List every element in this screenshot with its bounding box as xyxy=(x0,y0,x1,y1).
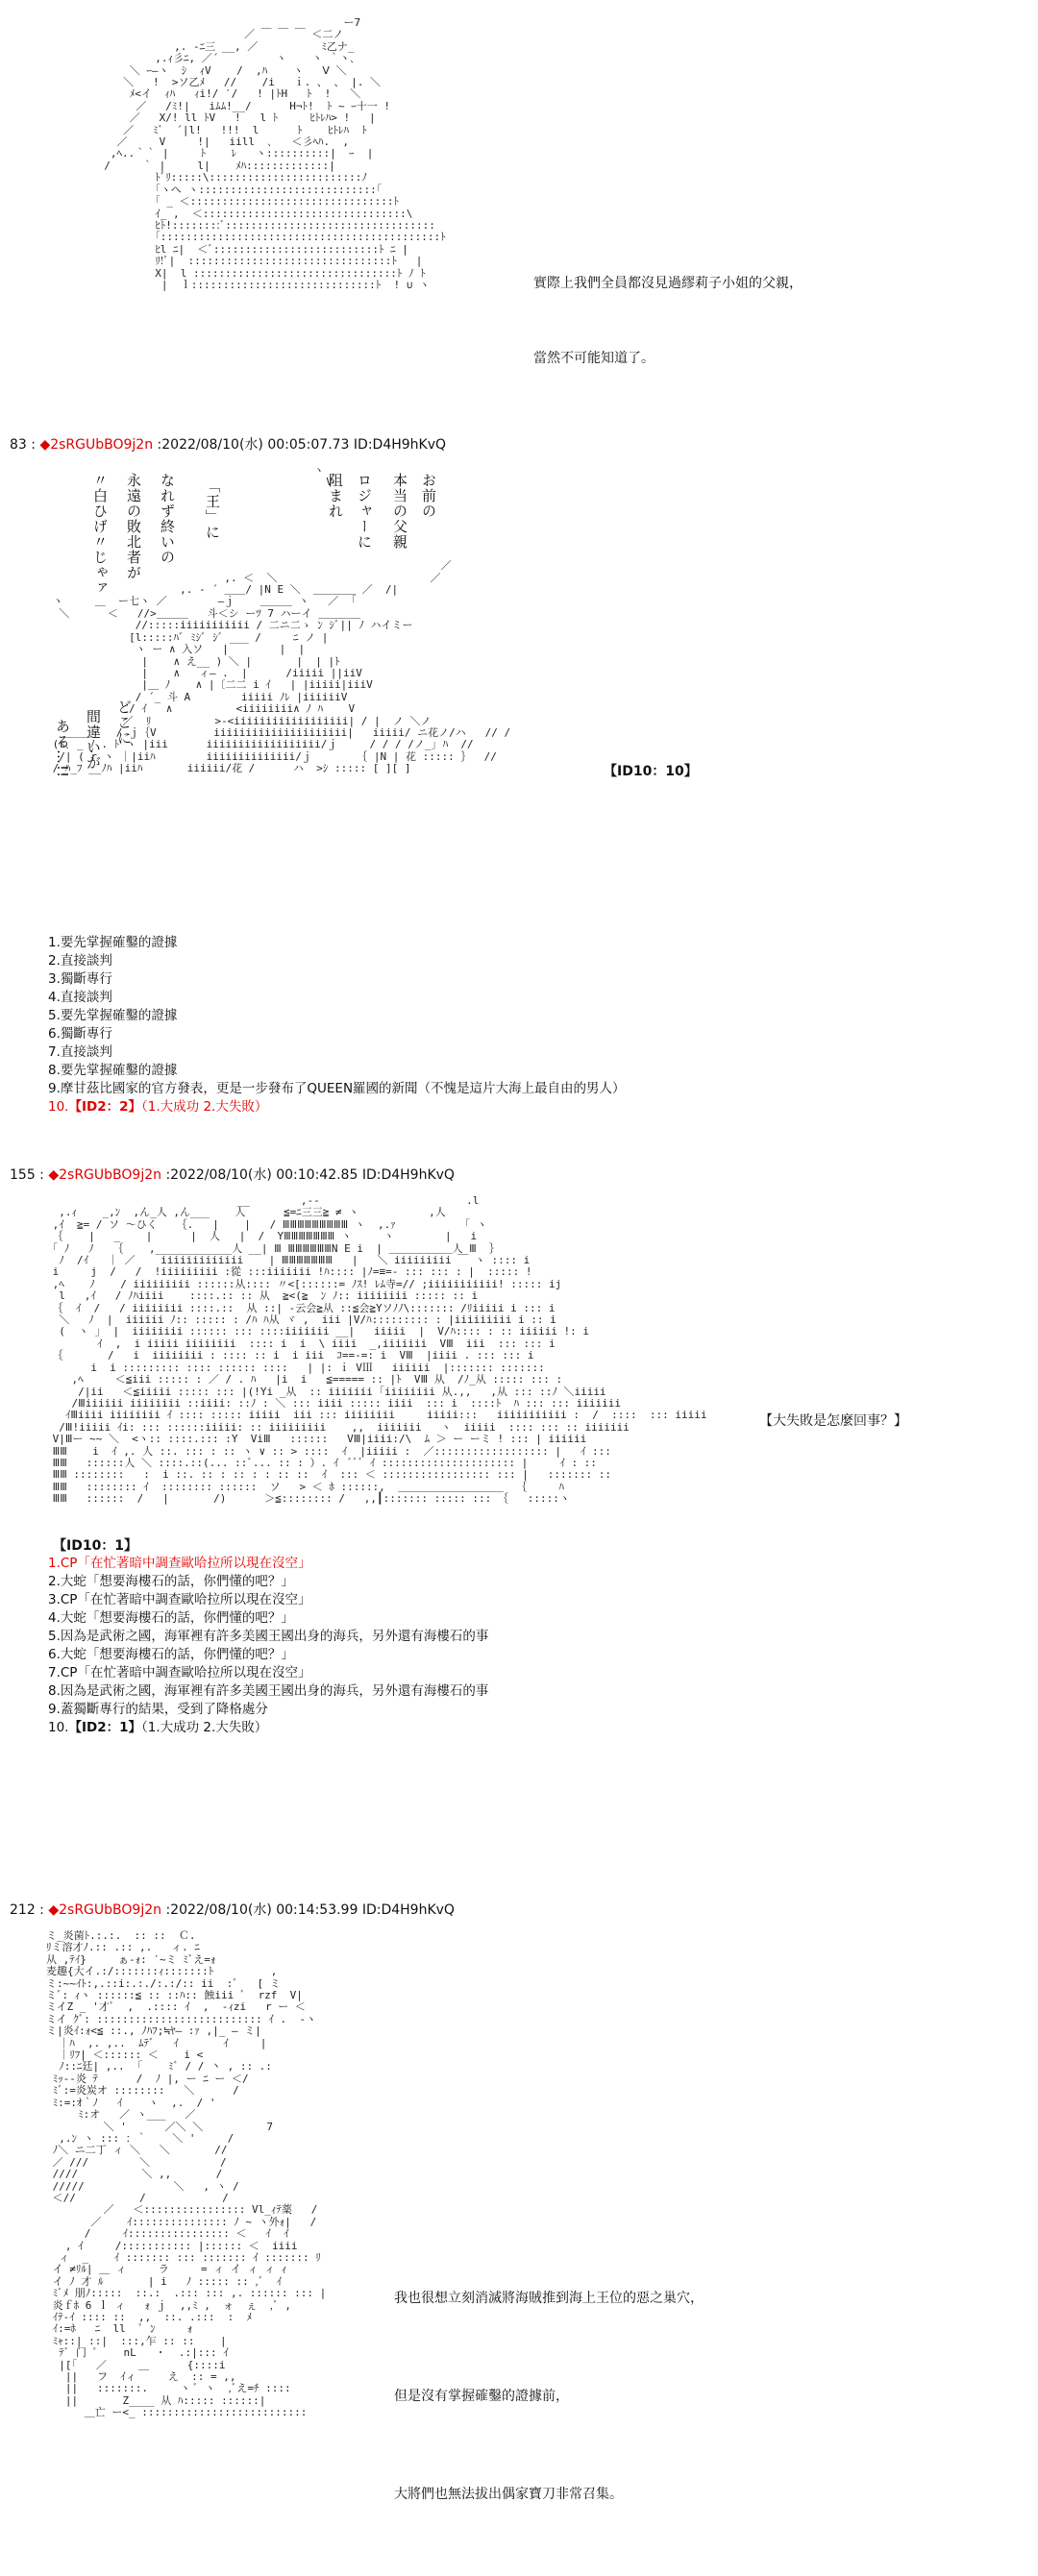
post-2 xyxy=(0,423,1038,1172)
trip-code[interactable]: 2sRGUbBO9j2n xyxy=(59,1902,161,1918)
list-item: 1.要先掌握確鑿的證據 xyxy=(48,935,178,950)
post-number: 83 : xyxy=(10,437,36,453)
list-item: 6.獨斷專行 xyxy=(48,1026,112,1042)
list-item: 2.大蛇「想要海樓石的話，你們懂的吧？」 xyxy=(48,1574,294,1589)
vertical-text: お前の xyxy=(420,473,437,519)
post-number: 212 : xyxy=(10,1902,44,1918)
list-item: 4.大蛇「想要海樓石的話，你們懂的吧？」 xyxy=(48,1610,294,1626)
ascii-art-3: __ ,-- .l ,.ｨ _,ﾝ ,ん_人 ,ん___ 人 ≦=ﾆ三三≧ ≠ ヽ ,人 ,ｲ ≧= / ソ ～ひく ｛. | | / ⅢⅢⅢⅢⅢⅢⅢⅢⅢ ヽ ,.ｧ 「 ヽ ｛ | _ | | 人 | / YⅢⅢⅢⅢⅢⅢⅢ ヽ ヽ | i ｢ ﾉ ﾉ ｛ ,____________人 __| Ⅲ ⅢⅢⅢⅢⅢⅢN E i | ＿＿＿＿＿＿人 Ⅲ ｝ ﾉ /ｲ ｜ ／ iiiiiiiiiiiii | ⅢⅢⅢⅢⅢⅢⅢ | ＼ iiiiiiiii ￣ ヽ :::: i i j / / !iiiiiiiii :從 :::iiiiiii !ﾊ:::: |ﾉ=≡=- ::: ::: : | ::::: ! ,ﾍ ﾉ / iiiiiiiii ::::::从:::: 〃<[::::::= ﾉｽ! ﾚﾑ寺=// ;iiiiiiiiiii! ::::: ij l ,ｲ / ﾉﾊiiii ::::.:: :: 从 ≧<(≧ ﾝ ﾉ:: iiiiiiii ::::: :: i ｛ ｲ / / iiiiiiii ::::.:: 从 ::| -云会≧从 ::≦会≧Yソﾉﾉ\::::::: /ﾘiiiii i ::: i ＼ ﾉ | iiiiii ﾉ:: ::::: : /ﾊ ﾊ从 ヾ , iii |V/ﾊ::::::::: : |iiiiiiiii i :: i ( ヽ ｣ | iiiiiiii :::::: ::: ::::iiiiiii __| iiiii | V/ﾊ:::: : :: iiiiii !: i ｲ , i iiiii iiiiiiii :::: i i \ iiii _,iiiiiii VⅢ iii ::: ::: i ｛ / i iiiiiiii : :::: :: i i iii ｺ==-=: i VⅢ |iiii . ::: ::: i i i ::::::::: :::: :::::: :::: | |: ｉ VⅢ iiiiii |::::::: ::::::: ,ﾍ ＜≦iii ::::: : ／ / . ﾊ |i i ≦===== :: |ﾄ VⅢ 从 /ﾉ_从 ::::: ::: : /|ii ＜≦iiiii ::::: ::: |(!Yi _从 :: iiiiiii ｢iiiiiiii 从.,, ,从 ::: ::ﾉ ＼iiiii /Ⅲiiiiii iiiiiiii ::iiii: ::ﾉ : ＼ ::: iiii ::::: iiii ::: i ::::ﾄ ﾊ ::: ::: iiiiiii ｲⅢiiii iiiiiiii ｲ :::: ::::: iiiii iii ::: iiiiiiii iiiii::: iiiiiiiiiii : / :::: ::: iiiii /Ⅲ!iiiii ｲi: ::: ::::::iiiii: :: iiiiiiiii ,, iiiiiii ヽ iiiii :::: ::: :: iiiiiii V|Ⅲー ~~ ＼ <ヽ:: ::::.::: :Y ViⅢ :::::: VⅢ|iiii:/\ ﾑ ＞ ー ーミ ! ::: | iiiiii ⅢⅢ i ｲ ,. 人 ::. ::: : :: ヽ ∨ :: > :::: ｲ |iiiii : ／:::::::::::::::::: | ｲ ::: ⅢⅢ ::::::人 ＼ ::::.::(... ::ﾞ... :: : ）. ｲ ﾞﾞﾞ ｲ ::::::::::::::::::::: | ｲ : :: ⅢⅢ :::::::: : i ::. :: : :: : : :: :: ｲ ::: ＜ ::::::::::::::::: ::: | ::::::: :: ⅢⅢ :::::::: ｲ :::::::: :::::: ソ > ＜ ﾎ ::::::, ＿＿＿＿＿＿＿＿＿＿ ｛ ﾊ ⅢⅢ :::::: / | /) ＞≦:::::::: / ,,┃::::::: ::::: ::: ｛ :::::ヽ xyxy=(52,1195,707,1506)
list-item: 9.蓋獨斷專行的結果，受到了降格處分 xyxy=(48,1702,268,1717)
narration-line: 大將們也無法拔出偶家寶刀非常召集。 xyxy=(394,2487,623,2502)
post-header xyxy=(10,434,446,454)
id-roll-tag: 【ID10：1】 xyxy=(53,1538,138,1554)
trip-diamond-icon: ◆ xyxy=(48,1167,60,1183)
result-tag: 【ID2：1】 xyxy=(68,1720,141,1735)
result-text: （1.大成功 xyxy=(141,1099,200,1115)
narration-line: 當然不可能知道了。 xyxy=(533,351,655,366)
ascii-art-1: ￣￣￣ ￣ー7 ／ ￣ ￣ ￣ ＜二ノ ,. -ﾆ三 __, ／ ﾐ乙ナ_ ,.ｨ彡ﾆ, ／´ ヽ ヽ ｀ヽ､ ＼ ｰ―ヽ ｼ ｨV / ,ﾊ ヽ Ⅴ ＼ ＼ ! >ソ乙ﾒ // /i ｉ. 、 、 |. ＼ ﾒ<イ ｨﾊ ｨi!/ ′/ ! |ﾄH ﾄ ! ＼ ／ /ﾐ!| iﾑﾑ!__/ H¬ﾄ! ﾄ ~ ｰ十一 ! ／ X/! ll ﾄV ! l ﾄ ﾋﾄﾚﾊ> ! | ／ ﾐﾞ ´|l! !!! l ﾄ ﾋﾄﾚﾊ ﾄ ／ V !| iill ､ ＜彡ﾍﾊ. , ,ﾍ..｀｀ | ﾄ ﾚ ヽ::::::::::| ｰ | / ｀ | l| ﾒﾊ:::::::::::::| ﾄﾞﾘ:::::\::::::::::::::::::::::::ﾉ ｢ヽヘ ヽ::::::::::::::::::::::::::::｢ ｢ _ ＜::::::::::::::::::::::::::::::::ﾄ ｲ_ , ＜::::::::::::::::::::::::::::::::\ ﾋﾄ!::::::::ﾞ::::::::::::::::::::::::::::::::: ｢::::::::::::::::::::::::::::::::::::::::::::ﾄ ﾋl ﾆ| ＜ﾞ::::::::::::::::::::::::::ﾄ ﾆ | ﾘ!ﾞ| ::::::::::::::::::::::::::::::::ﾄ | X| l ::::::::::::::::::::::::::::::::ﾄ ﾉ ﾄ | ｌ:::::::::::::::::::::::::::::ﾄ ! ∪ ヽ xyxy=(104,17,446,291)
list-item-result xyxy=(48,1719,488,1737)
list-item: 7.CP「在忙著暗中調查歐哈拉所以現在沒空」 xyxy=(48,1665,311,1681)
post-header xyxy=(10,1165,455,1184)
vertical-text: 〃白ひげ〃じゃァ xyxy=(91,473,109,596)
vertical-text: 阻まれ xyxy=(327,473,344,519)
post-4 xyxy=(0,1888,1038,2565)
list-item: 3.CP「在忙著暗中調查歐哈拉所以現在沒空」 xyxy=(48,1592,311,1607)
narration-line: 我也很想立刻消滅將海賊推到海上王位的惡之巢穴， xyxy=(394,2291,704,2306)
list-item: 8.要先掌握確鑿的證據 xyxy=(48,1063,178,1078)
vertical-text: 永遠の敗北者が xyxy=(125,473,142,580)
vertical-text: ある…!! xyxy=(54,719,71,779)
list-item: 3.獨斷專行 xyxy=(48,971,112,987)
list-item: 8.因為是武術之國，海軍裡有許多美國王國出身的海兵，另外還有海樓石的事 xyxy=(48,1683,489,1699)
result-red-text: 2.大失敗） xyxy=(203,1099,268,1115)
list-item: 2.直接談判 xyxy=(48,953,112,969)
vertical-text: 本当の父親 xyxy=(391,473,408,550)
trip-code[interactable]: 2sRGUbBO9j2n xyxy=(59,1167,161,1183)
vertical-text: 「王」に xyxy=(204,478,221,540)
trip-diamond-icon: ◆ xyxy=(48,1902,60,1918)
result-tag: 【ID2：2】 xyxy=(68,1099,141,1115)
vertical-text: なれず終いの xyxy=(159,473,176,565)
choice-list xyxy=(48,934,626,1116)
item-number: 10. xyxy=(48,1720,69,1735)
item-number: 10. xyxy=(48,1099,69,1115)
narration-1 xyxy=(533,221,803,421)
narration-4 xyxy=(394,2217,704,2576)
vertical-text: どこに xyxy=(115,699,133,746)
list-item-highlight: 1.CP「在忙著暗中調查歐哈拉所以現在沒空」 xyxy=(48,1556,311,1571)
list-item: 5.要先掌握確鑿的證據 xyxy=(48,1008,178,1023)
ascii-art-4: ミ_炎菌ﾄ.:.:. :: :: Ｃ. ﾘミ溶才ﾉ.:: .:: ,. ィ. ﾆ 从 ,ﾃｲ} ぁ‐ｫ: ′~ミ ﾐﾞえ=ｫ 麦趣{大イ.:/:::::::ｨ:::::::ﾄ , ミ:~~ｲﾄ:,.::i:.:./:.:/:: ii :ﾞ [ ミ ミﾞ: ｨヽ ::::::≦ :: ::ﾊ:: 蝕iii ﾞ rzf V| ミイZ _ '才ﾞ , .:::: ｲ , -ｨzi r ー ＜ ミイ ｸﾞ: :::::::::::::::::::::::::: ｲ . -ヽ ミ|炎ｲ:ｫ<≦ ::., ﾉﾊﾌ;≒ﾔ― :ｧ ,|_ ― ミ| ｜ﾊ ,. ,.. ﾑﾃﾞ ｲ ｲ | ｜ﾘﾌ| ＜:::::: ＜ i < ﾉ::ﾆ廷| ,.. ｢ ﾐﾞ / / 丶 , :: .: ﾐｯ--炎 ﾃ / ﾉ |, ー ﾆ ー ＜/ ﾐﾞ:=炎炭オ :::::::: ＼ / ﾐ:=:ｵ｀ﾉ ｲ ヽ ,. / ' ﾐ:オ ／ ヽ___ ／ ＼ ' ／＼ ＼ 7 ,.ﾝ ヽ ::: ：｀ ＼ ' / ﾉ＼ ニ二丁 ィ ＼ ＼ // ／ /// ＼ / //// ＼ ,, / ///// ＼ , ヽ / ＜// / / ／ ＜:::::::::::::::: Vl_ｨﾃ薬 / ／ ｲ::::::::::::::: ﾉ ~ ヽ外ｫ| / / ｲ:::::::::::::::: ＜ ｲ ｲ , ｲ /::::::::::: |:::::: ＜ iiii ィ _ ｲ ::::::: ::: ::::::: ｲ ::::::: ﾘ イ ≠ﾘﾙ| ＿ ィ ラ = ィ イ ィ ィ ｨ イ ﾉ 才 ﾙ | i ﾉ ::::: :: ,ﾞ ｲ ﾐﾞﾒ 朋ﾉ::::: ::.: .::: ::: ,. :::::: ::: | 炎ｆﾎ 6 ｌ ィ ｫ ｊ ,,ﾐ , ォ ぇ ,ﾞ , ｲﾃ-ｲ :::: :: ,, ::. .::: : ﾒ ｲ:=ﾎ ﾆ ll ﾟ ﾝ ｫ ﾐｬ::| ::| :::,乍 :: :: | ﾃﾞ 门 ﾟ nL ・ .:|::: ｲ |[｢ ／ ＿ {::::i || フ ｲィ え :: = ,, || :::::::. ヽ ﾞ ヽ ,ﾞえ=ﾁ :::: || Z____ 从 ﾊ::::: ::::::| ＿亡 ー<_ :::::::::::::::::::::::::: xyxy=(46,1930,327,2419)
id-roll-tag: 【ID10：10】 xyxy=(604,764,698,779)
vertical-text: 間違いが xyxy=(85,709,102,771)
list-item: 4.直接談判 xyxy=(48,990,112,1005)
list-item: 9.摩甘茲比國家的官方發表，更是一步發布了QUEEN羅國的新聞（不愧是這片大海上最自由的男人） xyxy=(48,1081,626,1096)
post-1 xyxy=(0,0,1038,423)
question-note: 【大失敗是怎麼回事？】 xyxy=(759,1413,907,1429)
trip-code[interactable]: 2sRGUbBO9j2n xyxy=(50,437,154,453)
post-meta: :2022/08/10(水) 00:10:42.85 ID:D4H9hKvQ xyxy=(161,1167,455,1183)
post-3 xyxy=(0,1153,1038,1902)
list-item: 7.直接談判 xyxy=(48,1044,112,1060)
post-number: 155 : xyxy=(10,1167,44,1183)
post-header xyxy=(10,1900,455,1919)
narration-line: 實際上我們全員都沒見過繆莉子小姐的父親， xyxy=(533,276,803,291)
result-text: （1.大成功 2.大失敗） xyxy=(141,1720,268,1735)
vertical-text: ロジャーに xyxy=(356,473,373,550)
trip-diamond-icon: ◆ xyxy=(39,437,51,453)
list-item: 6.大蛇「想要海樓石的話，你們懂的吧？」 xyxy=(48,1647,294,1662)
list-item-result xyxy=(48,1098,626,1116)
post-meta: :2022/08/10(水) 00:05:07.73 ID:D4H9hKvQ xyxy=(153,437,447,453)
choice-list xyxy=(48,1555,488,1737)
ascii-art-2: ヽ V ／ ,. ＜ ＼ ／ ,. ‐ ´ ＿＿/ |N E ＼ ＿＿＿＿ ／ /| ヽ ＿ ー七ヽ ／ ―ｊ ＿＿＿ ヽ ／ ｢ ＼ ＜ //>＿＿＿ 斗＜シ ーﾂ 7 ハーイ ＿＿＿＿ //:::::iiiiiiiiiii / 二ニ二ゝ ﾝ ｼﾞ|| ﾉ ハイミー [l:::::ﾊﾞ ﾐｼﾞ ｼﾞ ___ / ﾆ ノ | ヽ ー ∧ 入ソ | | | | ∧ え__ ) ＼ | | | |ﾄ | ∧ ィ― . | /iiiii ||iiV |＿ ﾉ ∧ |〔二二 i ｲ | |iiiii|iiiV / ´_ 斗 A iiiii ﾉﾚ |iiiiiiV / ｲ ∧ <iiiiiiii∧ ﾉ ﾊ V ／ ﾘ >-<iiiiiiiiiiiiiiiiii| / | ノ ＼ノ ＿＿＿ / ｊ｛V iiiiiiiiiiiiiiiiiiiii| iiiii/ ニ花ノ/ハ // / (r､ _ ﾉ . ﾄ ヽ |iii iiiiiiiiiiiiiiiiii/ｊ / / / /ノ_｣ ﾊ // /| ( r ヽ ｜|iiﾊ iiiiiiiiiiiiii/ｊ ｛ |N | 花 ::::: ｝ // / ﾊ_ﾌ __ﾉﾊ |iiﾊ iiiiii/花 / ハ >ｼ ::::: [ ][ ] xyxy=(52,465,511,775)
list-item: 5.因為是武術之國，海軍裡有許多美國王國出身的海兵，另外還有海樓石的事 xyxy=(48,1629,489,1644)
post-meta: :2022/08/10(水) 00:14:53.99 ID:D4H9hKvQ xyxy=(161,1902,455,1918)
narration-line: 但是沒有掌握確鑿的證據前， xyxy=(394,2389,569,2404)
